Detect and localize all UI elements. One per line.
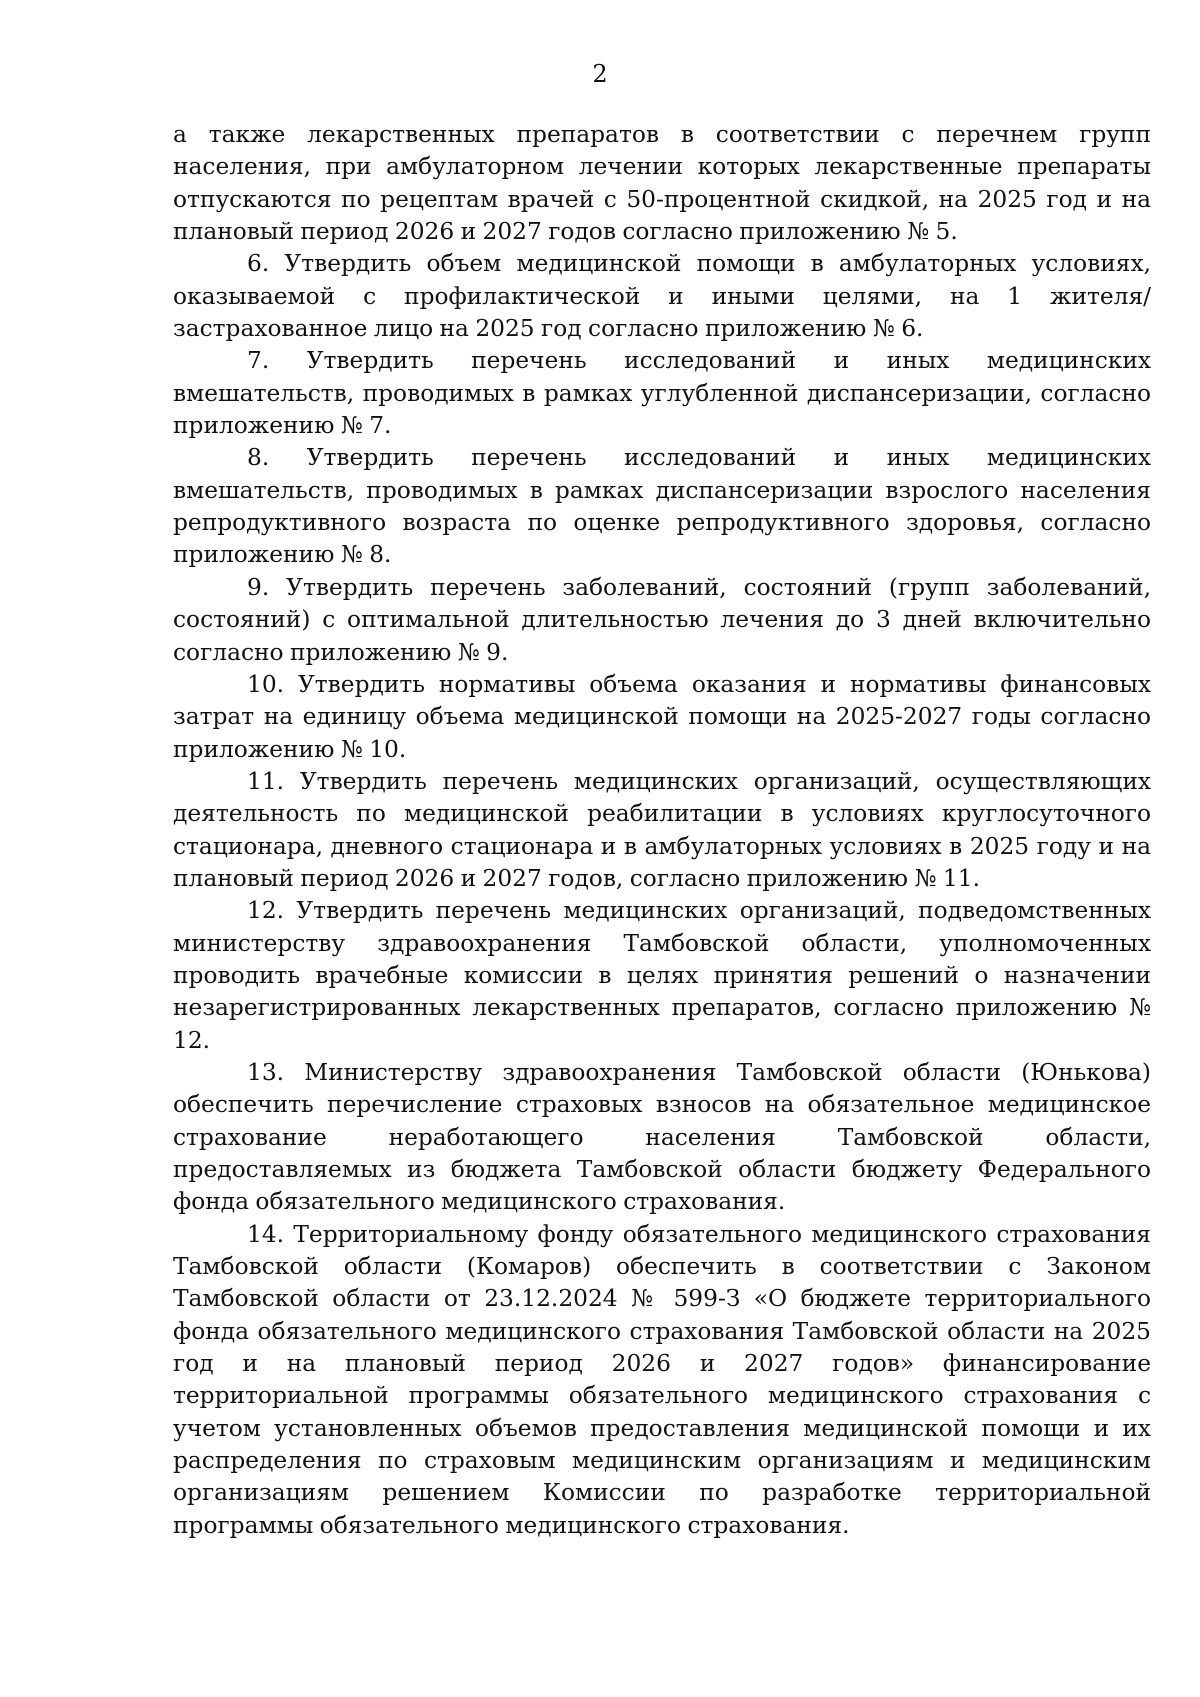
paragraph-item-10: 10. Утвердить нормативы объема оказания и нормативы финансовых затрат на единицу объема медицинской помощи на 2025-2027 годы согласно приложению № 10. <box>173 670 1151 763</box>
paragraph-item-14: 14. Территориальному фонду обязательного медицинского страхования Тамбовской области (Комаров) обеспечить в соответствии с Законом Тамбовской области от 23.12.2024 № 599-З «О бюджете территориального фонда обязательного медицинского страхования Тамбовской области на 2025 год и на плановый период 2026 и 2027 годов» финансирование территориальной программы обязательного медицинского страхования с учетом установленных объемов предоставления медицинской помощи и их распределения по страховым медицинским организациям и медицинским организациям решением Комиссии по разработке территориальной программы обязательного медицинского страхования. <box>173 1220 1151 1539</box>
paragraph-continuation: а также лекарственных препаратов в соответствии с перечнем групп населения, при амбулаторном лечении которых лекарственные препараты отпускаются по рецептам врачей с 50-процентной скидкой, на 2025 год и на плановый период 2026 и 2027 годов согласно приложению № 5. <box>173 121 1151 246</box>
paragraph-item-9: 9. Утвердить перечень заболеваний, состояний (групп заболеваний, состояний) с оптимальной длительностью лечения до 3 дней включительно согласно приложению № 9. <box>173 573 1151 666</box>
paragraph-item-13: 13. Министерству здравоохранения Тамбовской области (Юнькова) обеспечить перечисление страховых взносов на обязательное медицинское страхование неработающего населения Тамбовской области, предоставляемых из бюджета Тамбовской области бюджету Федерального фонда обязательного медицинского страхования. <box>173 1058 1151 1216</box>
paragraph-item-12: 12. Утвердить перечень медицинских организаций, подведомственных министерству здравоохранения Тамбовской области, уполномоченных проводить врачебные комиссии в целях принятия решений о назначении незарегистрированных лекарственных препаратов, согласно приложению № 12. <box>173 897 1151 1054</box>
page-number: 2 <box>592 60 608 88</box>
paragraph-item-7: 7. Утвердить перечень исследований и иных медицинских вмешательств, проводимых в рамках углубленной диспансеризации, согласно приложению № 7. <box>173 347 1151 440</box>
paragraph-item-6: 6. Утвердить объем медицинской помощи в амбулаторных условиях, оказываемой с профилактической и иными целями, на 1 жителя/ застрахованное лицо на 2025 год согласно приложению № 6. <box>173 250 1151 343</box>
paragraph-item-8: 8. Утвердить перечень исследований и иных медицинских вмешательств, проводимых в рамках диспансеризации взрослого населения репродуктивного возраста по оценке репродуктивного здоровья, согласно приложению № 8. <box>173 444 1151 569</box>
paragraph-item-11: 11. Утвердить перечень медицинских организаций, осуществляющих деятельность по медицинской реабилитации в условиях круглосуточного стационара, дневного стационара и в амбулаторных условиях в 2025 году и на плановый период 2026 и 2027 годов, согласно приложению № 11. <box>173 767 1151 892</box>
document-body <box>173 119 1151 1542</box>
